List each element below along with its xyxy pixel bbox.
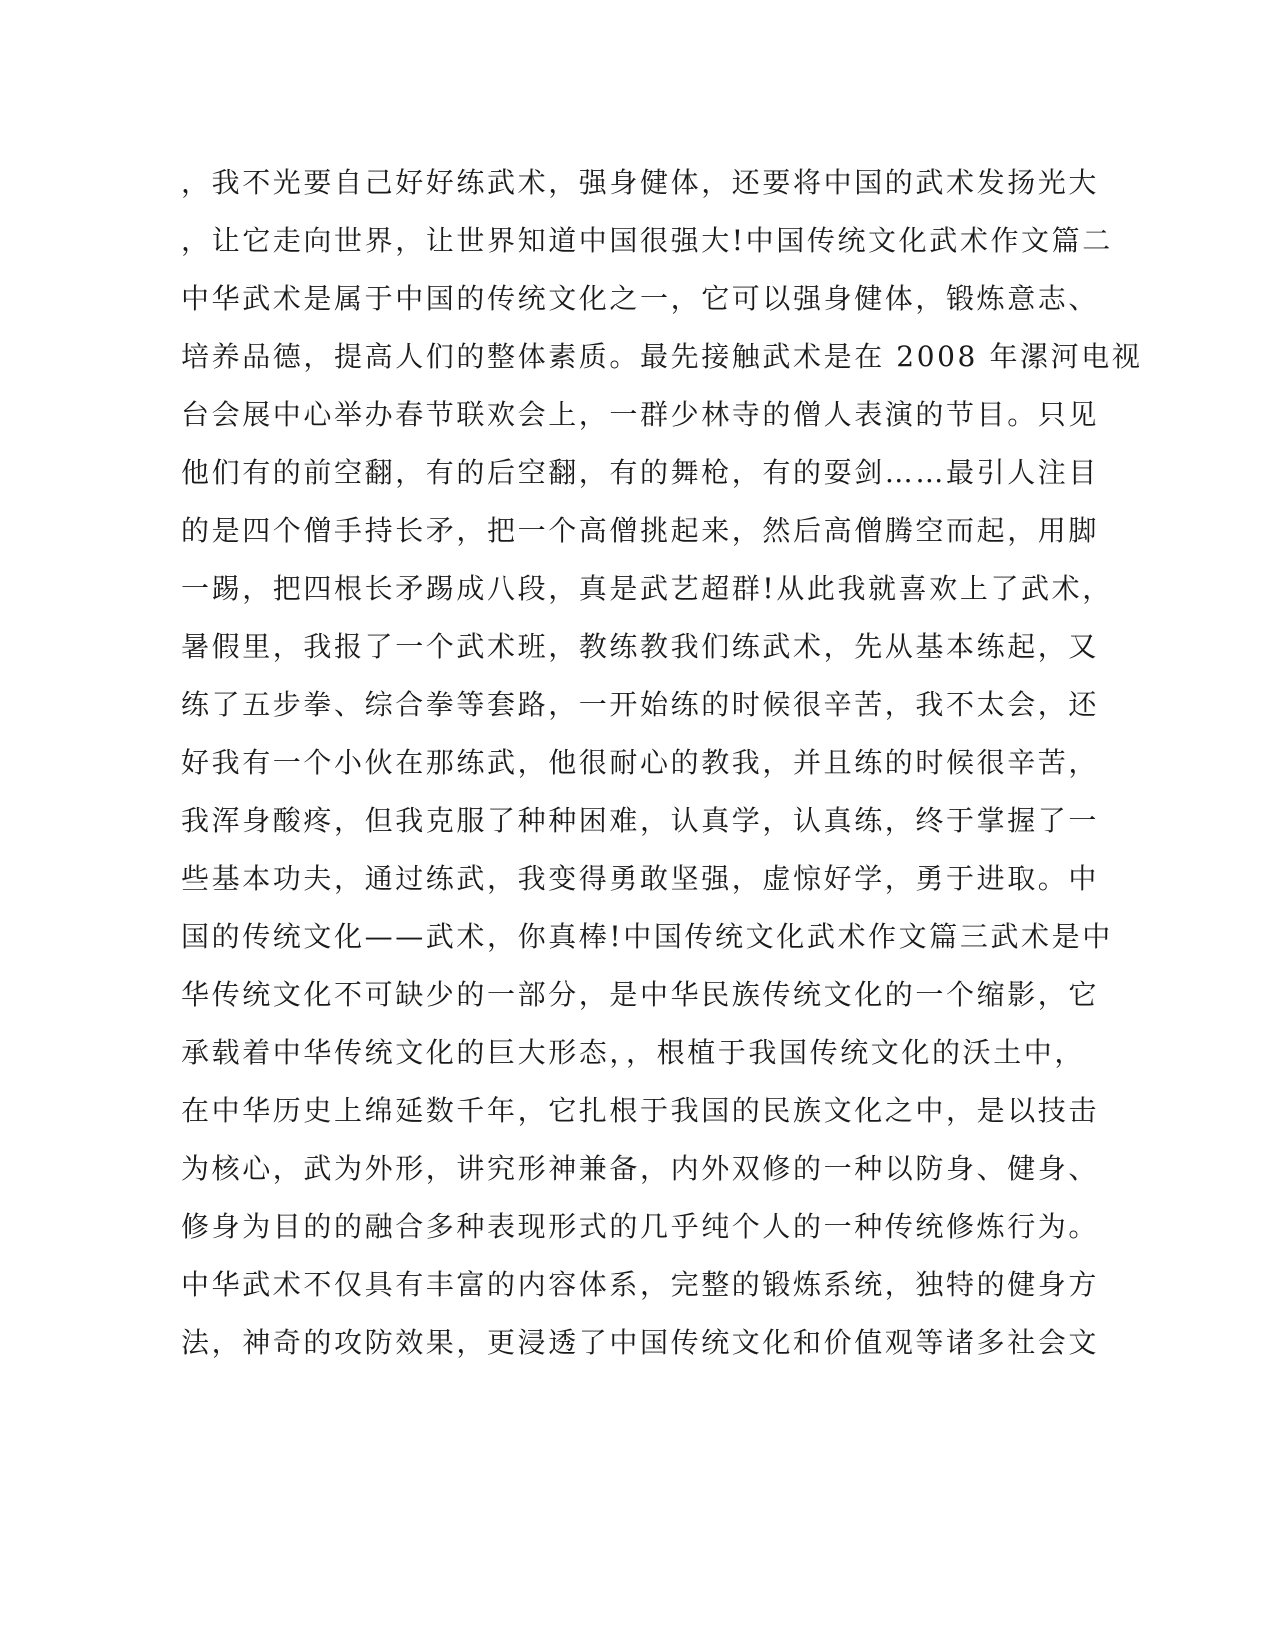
text-line: 他们有的前空翻，有的后空翻，有的舞枪，有的耍剑……最引人注目 <box>181 456 1100 489</box>
text-line: 中华武术不仅具有丰富的内容体系，完整的锻炼系统，独特的健身方 <box>181 1268 1100 1301</box>
body-text <box>181 160 1143 1378</box>
text-line: 练了五步拳、综合拳等套路，一开始练的时候很辛苦，我不太会，还 <box>181 688 1100 721</box>
text-line: 为核心，武为外形，讲究形神兼备，内外双修的一种以防身、健身、 <box>181 1152 1100 1185</box>
text-line: ，让它走向世界，让世界知道中国很强大!中国传统文化武术作文篇二 <box>181 224 1113 257</box>
text-line: 暑假里，我报了一个武术班，教练教我们练武术，先从基本练起，又 <box>181 630 1100 663</box>
text-line: 承载着中华传统文化的巨大形态，，根植于我国传统文化的沃土中， <box>181 1036 1086 1069</box>
text-line: 的是四个僧手持长矛，把一个高僧挑起来，然后高僧腾空而起，用脚 <box>181 514 1100 547</box>
text-line: 华传统文化不可缺少的一部分，是中华民族传统文化的一个缩影，它 <box>181 978 1100 1011</box>
text-line: 法，神奇的攻防效果，更浸透了中国传统文化和价值观等诸多社会文 <box>181 1326 1100 1359</box>
text-line: 台会展中心举办春节联欢会上，一群少林寺的僧人表演的节目。只见 <box>181 398 1100 431</box>
text-line: 好我有一个小伙在那练武，他很耐心的教我，并且练的时候很辛苦， <box>181 746 1100 779</box>
text-line: 在中华历史上绵延数千年，它扎根于我国的民族文化之中，是以技击 <box>181 1094 1100 1127</box>
text-line: 我浑身酸疼，但我克服了种种困难，认真学，认真练，终于掌握了一 <box>181 804 1100 837</box>
text-line: 一踢，把四根长矛踢成八段，真是武艺超群!从此我就喜欢上了武术， <box>181 572 1113 605</box>
text-line: ，我不光要自己好好练武术，强身健体，还要将中国的武术发扬光大 <box>181 166 1100 199</box>
text-line: 中华武术是属于中国的传统文化之一，它可以强身健体，锻炼意志、 <box>181 282 1100 315</box>
text-line: 培养品德，提高人们的整体素质。最先接触武术是在 2008 年漯河电视 <box>181 340 1143 373</box>
text-line: 些基本功夫，通过练武，我变得勇敢坚强，虚惊好学，勇于进取。中 <box>181 862 1100 895</box>
text-line: 修身为目的的融合多种表现形式的几乎纯个人的一种传统修炼行为。 <box>181 1210 1100 1243</box>
text-line: 国的传统文化——武术，你真棒!中国传统文化武术作文篇三武术是中 <box>181 920 1113 953</box>
